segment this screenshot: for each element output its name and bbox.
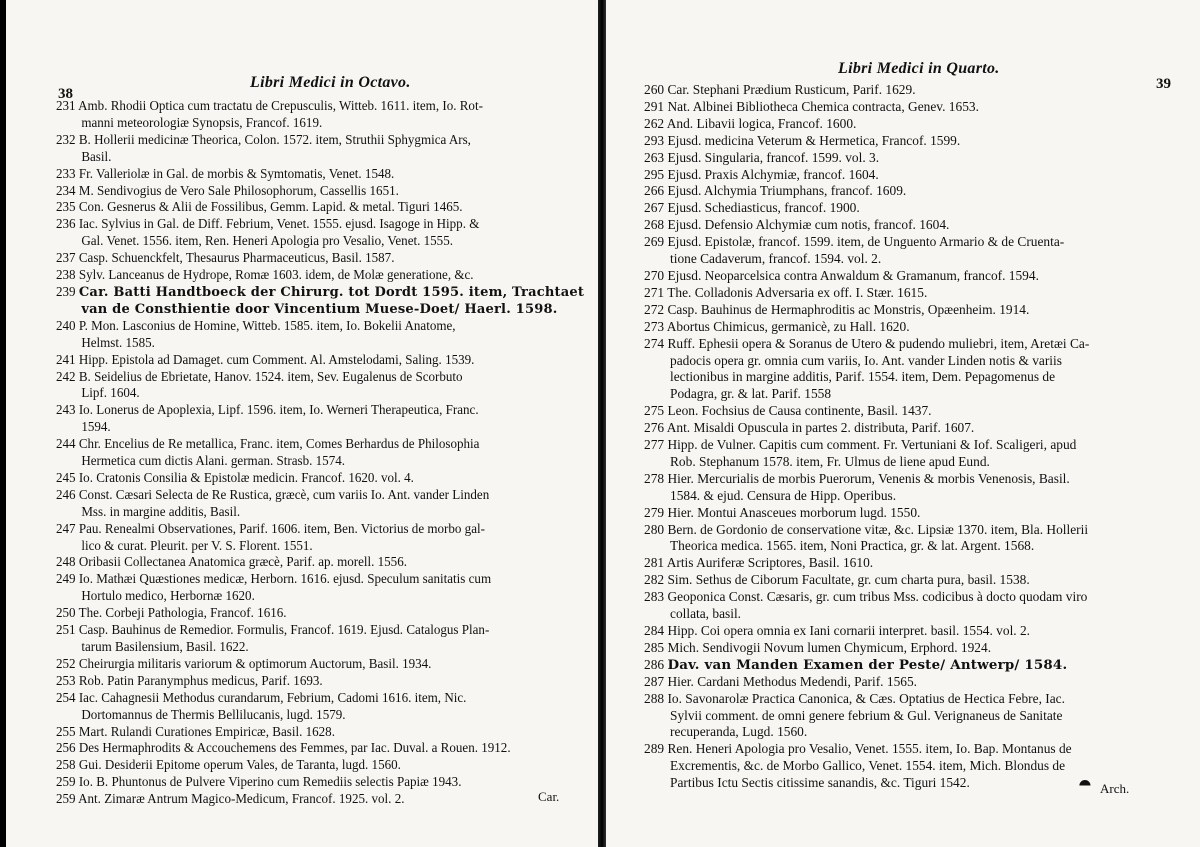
catalogue-entry xyxy=(56,521,584,555)
right-entry-list xyxy=(644,82,1089,792)
entry-continuation-line xyxy=(56,301,584,318)
entry-number: 244 xyxy=(56,436,76,452)
entry-text: Hipp. Coi opera omnia ex Iani cornarii interpret. basil. 1554. vol. 2. xyxy=(667,623,1031,638)
entry-first-line xyxy=(56,284,584,301)
entry-continuation-line xyxy=(56,385,584,402)
entry-continuation-line xyxy=(56,335,584,352)
catalogue-entry xyxy=(644,150,1089,167)
entry-continuation-line xyxy=(644,758,1089,775)
entry-text: Iac. Cahagnesii Methodus curandarum, Febrium, Cadomi 1616. item, Nic. xyxy=(78,689,467,705)
catalogue-entry xyxy=(56,470,584,487)
catalogue-entry xyxy=(644,589,1089,623)
entry-first-line xyxy=(56,571,584,588)
entry-number: 281 xyxy=(644,555,665,571)
catalogue-entry xyxy=(644,691,1089,742)
entry-text: van de Consthientie door Vincentium Muese-Doet/ Haerl. 1598. xyxy=(81,300,558,317)
entry-text: Dav. van Manden Examen der Peste/ Antwerp/ 1584. xyxy=(667,656,1068,673)
catchword-mark: ⯊ xyxy=(1079,779,1091,795)
entry-number: 247 xyxy=(56,520,76,536)
entry-text: Io. B. Phuntonus de Pulvere Viperino cum Remediis selectis Papiæ 1943. xyxy=(78,774,462,790)
catalogue-entry xyxy=(644,200,1089,217)
right-page xyxy=(606,0,1200,847)
entry-text: tarum Basilensium, Basil. 1622. xyxy=(81,639,249,654)
entry-number: 284 xyxy=(644,623,665,638)
entry-text: Cheirurgia militaris variorum & optimorum Auctorum, Basil. 1934. xyxy=(78,655,432,671)
catalogue-entry xyxy=(56,791,584,808)
entry-number: 277 xyxy=(644,437,665,453)
entry-first-line xyxy=(644,741,1089,758)
entry-number: 270 xyxy=(644,267,665,283)
catalogue-entry xyxy=(56,724,584,741)
entry-number: 254 xyxy=(56,689,76,705)
entry-text: Mart. Rulandi Curationes Empiricæ, Basil. 1628. xyxy=(78,723,335,739)
catalogue-entry xyxy=(644,285,1089,302)
entry-number: 258 xyxy=(56,757,76,773)
catalogue-entry xyxy=(56,622,584,656)
entry-text: lico & curat. Pleurit. per V. S. Florent. 1551. xyxy=(81,537,313,553)
entry-text: 1584. & ejud. Censura de Hipp. Operibus. xyxy=(670,487,897,503)
entry-number: 267 xyxy=(644,200,665,216)
entry-text: Io. Mathæi Quæstiones medicæ, Herborn. 1616. ejusd. Speculum sanitatis cum xyxy=(78,571,492,587)
entry-first-line xyxy=(56,487,584,504)
entry-number: 242 xyxy=(56,368,76,384)
catalogue-entry xyxy=(644,674,1089,691)
left-page-number: 38 xyxy=(58,86,73,102)
entry-number: 295 xyxy=(644,166,665,182)
entry-first-line xyxy=(644,420,1089,437)
entry-number: 262 xyxy=(644,115,665,131)
catalogue-entry xyxy=(56,690,584,724)
entry-continuation-line xyxy=(56,707,584,724)
entry-text: Nat. Albinei Bibliotheca Chemica contracta, Genev. 1653. xyxy=(667,98,979,114)
catalogue-entry xyxy=(644,572,1089,589)
entry-text: 1594. xyxy=(81,419,111,435)
entry-number: 274 xyxy=(644,335,665,351)
entry-text: Casp. Bauhinus de Remedior. Formulis, Francof. 1619. Ejusd. Catalogus Plan- xyxy=(78,622,490,638)
catalogue-entry xyxy=(56,132,584,166)
catalogue-entry xyxy=(644,302,1089,319)
catalogue-entry xyxy=(644,116,1089,133)
entry-first-line xyxy=(56,690,584,707)
entry-text: Ant. Zimaræ Antrum Magico-Medicum, Francof. 1925. vol. 2. xyxy=(78,791,405,807)
entry-number: 259 xyxy=(56,774,76,790)
entry-number: 236 xyxy=(56,216,76,232)
entry-number: 273 xyxy=(644,318,665,334)
catalogue-entry xyxy=(56,757,584,774)
left-page xyxy=(0,0,598,847)
entry-text: Sylvii comment. de omni genere febrium & Gul. Verignaneus de Sanitate xyxy=(670,707,1063,723)
entry-first-line xyxy=(56,791,584,808)
entry-text: Pau. Renealmi Observationes, Parif. 1606. item, Ben. Victorius de morbo gal- xyxy=(78,520,485,536)
catalogue-entry xyxy=(644,319,1089,336)
entry-first-line xyxy=(644,268,1089,285)
entry-number: 279 xyxy=(644,504,665,520)
entry-first-line xyxy=(56,267,584,284)
entry-first-line xyxy=(644,437,1089,454)
entry-continuation-line xyxy=(56,588,584,605)
entry-text: Partibus Ictu Sectis citissime sanandis, &c. Tiguri 1542. xyxy=(670,775,970,791)
entry-number: 260 xyxy=(644,82,665,97)
entry-text: Bern. de Gordonio de conservatione vitæ, &c. Lipsiæ 1370. item, Bla. Hollerii xyxy=(667,521,1089,537)
catalogue-entry xyxy=(56,284,584,318)
entry-number: 237 xyxy=(56,250,76,266)
entry-number: 243 xyxy=(56,402,76,418)
entry-number: 232 xyxy=(56,131,76,147)
entry-text: Ejusd. Schediasticus, francof. 1900. xyxy=(667,200,860,216)
entry-text: Hortulo medico, Herbornæ 1620. xyxy=(81,588,255,604)
catalogue-entry xyxy=(644,640,1089,657)
entry-number: 278 xyxy=(644,470,665,486)
left-catchword: Car. xyxy=(538,789,560,804)
entry-first-line xyxy=(56,352,584,369)
entry-text: lectionibus in margine additis, Parif. 1554. item, Dem. Pepagomenus de xyxy=(670,369,1056,385)
entry-first-line xyxy=(644,572,1089,589)
entry-text: Chr. Encelius de Re metallica, Franc. item, Comes Berhardus de Philosophia xyxy=(78,436,480,452)
entry-text: The. Colladonis Adversaria ex off. I. Stær. 1615. xyxy=(667,284,928,300)
entry-number: 240 xyxy=(56,317,76,333)
entry-text: Sylv. Lanceanus de Hydrope, Romæ 1603. idem, de Molæ generatione, &c. xyxy=(78,267,474,283)
entry-number: 241 xyxy=(56,351,76,367)
entry-number: 251 xyxy=(56,622,76,638)
entry-number: 285 xyxy=(644,639,665,655)
entry-text: Oribasii Collectanea Anatomica græcè, Parif. ap. morell. 1556. xyxy=(78,554,407,570)
entry-first-line xyxy=(644,302,1089,319)
entry-text: Hermetica cum dictis Alani. german. Strasb. 1574. xyxy=(81,453,346,469)
entry-text: Ruff. Ephesii opera & Soranus de Utero & pudendo muliebri, item, Aretæi Ca- xyxy=(667,335,1090,351)
entry-number: 248 xyxy=(56,554,76,570)
right-page-number: 39 xyxy=(1156,76,1171,92)
entry-text: The. Corbeji Pathologia, Francof. 1616. xyxy=(78,605,287,621)
entry-first-line xyxy=(644,336,1089,353)
entry-text: Ejusd. Singularia, francof. 1599. vol. 3. xyxy=(667,149,880,165)
entry-number: 263 xyxy=(644,149,665,165)
entry-text: Abortus Chimicus, germanicè, zu Hall. 1620. xyxy=(666,318,910,334)
entry-text: Hier. Montui Anasceues morborum lugd. 1550. xyxy=(667,504,921,520)
entry-number: 250 xyxy=(56,605,76,621)
entry-first-line xyxy=(644,522,1089,539)
entry-first-line xyxy=(644,99,1089,116)
entry-continuation-line xyxy=(644,488,1089,505)
entry-first-line xyxy=(644,234,1089,251)
catalogue-entry xyxy=(56,267,584,284)
entry-first-line xyxy=(644,471,1089,488)
entry-number: 253 xyxy=(56,672,76,688)
entry-first-line xyxy=(56,774,584,791)
entry-text: Car. Batti Handtboeck der Chirurg. tot Dordt 1595. item, Trachtaet xyxy=(78,283,585,300)
entry-text: B. Seidelius de Ebrietate, Hanov. 1524. item, Sev. Eugalenus de Scorbuto xyxy=(78,368,463,384)
entry-number: 282 xyxy=(644,572,665,588)
entry-first-line xyxy=(644,285,1089,302)
entry-text: B. Hollerii medicinæ Theorica, Colon. 1572. item, Struthii Sphygmica Ars, xyxy=(78,131,471,147)
entry-text: Leon. Fochsius de Causa continente, Basil. 1437. xyxy=(667,403,932,419)
catalogue-entry xyxy=(644,657,1089,674)
catalogue-entry xyxy=(56,318,584,352)
entry-text: Casp. Bauhinus de Hermaphroditis ac Monstris, Opæenheim. 1914. xyxy=(667,301,1030,317)
catalogue-entry xyxy=(644,471,1089,505)
entry-first-line xyxy=(644,116,1089,133)
catalogue-entry xyxy=(644,268,1089,285)
catalogue-entry xyxy=(644,99,1089,116)
entry-continuation-line xyxy=(644,724,1089,741)
entry-number: 245 xyxy=(56,469,76,485)
entry-continuation-line xyxy=(644,775,1089,792)
catalogue-entry xyxy=(644,82,1089,99)
entry-continuation-line xyxy=(644,251,1089,268)
entry-first-line xyxy=(644,589,1089,606)
catalogue-entry xyxy=(644,217,1089,234)
entry-text: Rob. Stephanum 1578. item, Fr. Ulmus de liene apud Eund. xyxy=(670,453,990,469)
entry-first-line xyxy=(644,167,1089,184)
entry-first-line xyxy=(644,555,1089,572)
entry-number: 288 xyxy=(644,690,665,706)
entry-continuation-line xyxy=(56,233,584,250)
entry-number: 269 xyxy=(644,234,665,250)
entry-number: 275 xyxy=(644,403,665,419)
entry-continuation-line xyxy=(644,386,1089,403)
catalogue-entry xyxy=(56,352,584,369)
entry-first-line xyxy=(56,622,584,639)
entry-text: Car. Stephani Prædium Rusticum, Parif. 1629. xyxy=(667,82,916,97)
catalogue-entry xyxy=(644,234,1089,268)
catalogue-entry xyxy=(56,250,584,267)
entry-text: Mss. in margine additis, Basil. xyxy=(81,503,241,519)
entry-number: 256 xyxy=(56,740,76,756)
entry-number: 293 xyxy=(644,132,665,148)
entry-first-line xyxy=(56,318,584,335)
catalogue-entry xyxy=(644,167,1089,184)
entry-first-line xyxy=(56,166,584,183)
right-catchword: Arch. xyxy=(1100,781,1130,796)
entry-text: Iac. Sylvius in Gal. de Diff. Febrium, Venet. 1555. ejusd. Isagoge in Hipp. & xyxy=(78,216,480,232)
catalogue-entry xyxy=(56,369,584,403)
entry-text: Io. Cratonis Consilia & Epistolæ medicin. Francof. 1620. vol. 4. xyxy=(78,469,414,485)
catalogue-entry xyxy=(56,436,584,470)
entry-text: Gui. Desiderii Epitome operum Vales, de Taranta, lugd. 1560. xyxy=(78,757,401,773)
entry-first-line xyxy=(644,82,1089,99)
entry-number: 268 xyxy=(644,217,665,233)
entry-text: Io. Lonerus de Apoplexia, Lipf. 1596. item, Io. Werneri Therapeutica, Franc. xyxy=(78,402,479,418)
entry-text: tione Cadaverum, francof. 1594. vol. 2. xyxy=(670,251,882,267)
entry-first-line xyxy=(644,319,1089,336)
entry-number: 280 xyxy=(644,521,665,537)
entry-first-line xyxy=(644,623,1089,640)
entry-text: Hipp. de Vulner. Capitis cum comment. Fr. Vertuniani & Iof. Scaligeri, apud xyxy=(667,437,1077,453)
entry-text: manni meteorologiæ Synopsis, Francof. 1619. xyxy=(81,114,323,130)
entry-first-line xyxy=(644,657,1089,674)
entry-first-line xyxy=(56,673,584,690)
catalogue-entry xyxy=(644,522,1089,556)
entry-text: Ejusd. Alchymia Triumphans, francof. 1609. xyxy=(667,183,907,199)
entry-number: 233 xyxy=(56,165,76,181)
entry-first-line xyxy=(644,183,1089,200)
entry-continuation-line xyxy=(644,708,1089,725)
entry-continuation-line xyxy=(56,639,584,656)
entry-continuation-line xyxy=(56,115,584,132)
entry-first-line xyxy=(56,369,584,386)
entry-number: 239 xyxy=(56,283,76,299)
catalogue-entry xyxy=(56,774,584,791)
catalogue-entry xyxy=(56,656,584,673)
book-gutter xyxy=(598,0,606,847)
catalogue-entry xyxy=(56,216,584,250)
entry-number: 276 xyxy=(644,420,665,436)
entry-first-line xyxy=(56,757,584,774)
entry-first-line xyxy=(56,132,584,149)
entry-text: collata, basil. xyxy=(670,606,742,622)
left-page-header: Libri Medici in Octavo. xyxy=(250,74,411,91)
entry-first-line xyxy=(644,674,1089,691)
catalogue-entry xyxy=(56,487,584,521)
entry-text: Des Hermaphrodits & Accouchemens des Femmes, par Iac. Duval. a Rouen. 1912. xyxy=(78,740,511,756)
entry-number: 272 xyxy=(644,301,665,317)
catalogue-entry xyxy=(56,98,584,132)
entry-text: Dortomannus de Thermis Bellilucanis, lugd. 1579. xyxy=(81,706,346,722)
entry-number: 252 xyxy=(56,655,76,671)
entry-text: Ren. Heneri Apologia pro Vesalio, Venet. 1555. item, Io. Bap. Montanus de xyxy=(667,741,1072,757)
entry-first-line xyxy=(644,200,1089,217)
entry-text: Artis Auriferæ Scriptores, Basil. 1610. xyxy=(666,555,874,571)
entry-text: Ejusd. medicina Veterum & Hermetica, Francof. 1599. xyxy=(667,132,961,148)
entry-text: Io. Savonarolæ Practica Canonica, & Cæs. Optatius de Hectica Febre, Iac. xyxy=(667,690,1065,706)
entry-text: padocis opera gr. omnia cum variis, Io. Ant. vander Linden notis & variis xyxy=(670,352,1062,368)
entry-continuation-line xyxy=(56,504,584,521)
entry-number: 266 xyxy=(644,183,665,199)
entry-first-line xyxy=(644,133,1089,150)
entry-text: Podagra, gr. & lat. Parif. 1558 xyxy=(670,386,832,402)
entry-text: Sim. Sethus de Ciborum Facultate, gr. cum charta pura, basil. 1538. xyxy=(667,572,1030,588)
catalogue-entry xyxy=(56,673,584,690)
entry-continuation-line xyxy=(644,369,1089,386)
entry-first-line xyxy=(56,470,584,487)
entry-continuation-line xyxy=(644,353,1089,370)
entry-first-line xyxy=(56,740,584,757)
entry-text: Casp. Schuenckfelt, Thesaurus Pharmaceuticus, Basil. 1587. xyxy=(78,250,395,266)
entry-text: Fr. Valleriolæ in Gal. de morbis & Symtomatis, Venet. 1548. xyxy=(78,165,395,181)
entry-continuation-line xyxy=(56,538,584,555)
entry-text: Mich. Sendivogii Novum lumen Chymicum, Erphord. 1924. xyxy=(667,639,992,655)
entry-first-line xyxy=(644,150,1089,167)
entry-number: 283 xyxy=(644,589,665,605)
entry-continuation-line xyxy=(56,149,584,166)
entry-text: Ant. Misaldi Opuscula in partes 2. distributa, Parif. 1607. xyxy=(666,420,975,436)
entry-first-line xyxy=(56,216,584,233)
catalogue-entry xyxy=(644,437,1089,471)
entry-text: Lipf. 1604. xyxy=(81,385,140,401)
entry-first-line xyxy=(56,250,584,267)
entry-first-line xyxy=(644,403,1089,420)
entry-number: 259 xyxy=(56,791,76,807)
entry-text: Ejusd. Praxis Alchymiæ, francof. 1604. xyxy=(667,166,879,182)
entry-text: Con. Gesnerus & Alii de Fossilibus, Gemm. Lapid. & metal. Tiguri 1465. xyxy=(78,199,463,215)
entry-text: Const. Cæsari Selecta de Re Rustica, græcè, cum variis Io. Ant. vander Linden xyxy=(78,486,490,502)
catalogue-entry xyxy=(644,403,1089,420)
catalogue-entry xyxy=(56,166,584,183)
catalogue-entry xyxy=(644,420,1089,437)
catalogue-entry xyxy=(644,505,1089,522)
entry-text: Ejusd. Defensio Alchymiæ cum notis, francof. 1604. xyxy=(667,217,950,233)
catalogue-entry xyxy=(56,605,584,622)
entry-first-line xyxy=(56,605,584,622)
entry-text: M. Sendivogius de Vero Sale Philosophorum, Cassellis 1651. xyxy=(78,182,399,198)
entry-first-line xyxy=(56,98,584,115)
entry-text: recuperanda, Lugd. 1560. xyxy=(670,724,808,740)
catalogue-entry xyxy=(56,402,584,436)
entry-number: 231 xyxy=(56,98,76,113)
entry-number: 289 xyxy=(644,741,665,757)
entry-first-line xyxy=(56,554,584,571)
entry-continuation-line xyxy=(644,538,1089,555)
entry-number: 238 xyxy=(56,267,76,283)
entry-text: Amb. Rhodii Optica cum tractatu de Crepusculis, Witteb. 1611. item, Io. Rot- xyxy=(78,98,483,113)
entry-number: 271 xyxy=(644,284,665,300)
entry-text: Ejusd. Epistolæ, francof. 1599. item, de Unguento Armario & de Cruenta- xyxy=(667,234,1065,250)
entry-text: Excrementis, &c. de Morbo Gallico, Venet. 1554. item, Mich. Blondus de xyxy=(670,758,1066,774)
entry-number: 246 xyxy=(56,486,76,502)
entry-first-line xyxy=(644,217,1089,234)
catalogue-entry xyxy=(644,741,1089,792)
entry-number: 286 xyxy=(644,656,665,672)
entry-number: 255 xyxy=(56,723,76,739)
entry-first-line xyxy=(56,199,584,216)
entry-number: 235 xyxy=(56,199,76,215)
catalogue-entry xyxy=(56,740,584,757)
entry-first-line xyxy=(56,402,584,419)
left-entry-list xyxy=(56,98,584,808)
catalogue-entry xyxy=(644,623,1089,640)
entry-text: Rob. Patin Paranymphus medicus, Parif. 1693. xyxy=(78,672,323,688)
entry-first-line xyxy=(56,724,584,741)
entry-number: 287 xyxy=(644,673,665,689)
catalogue-entry xyxy=(644,183,1089,200)
entry-text: Theorica medica. 1565. item, Noni Practica, gr. & lat. Argent. 1568. xyxy=(670,538,1035,554)
catalogue-entry xyxy=(56,571,584,605)
right-page-header: Libri Medici in Quarto. xyxy=(838,60,1000,77)
catalogue-entry xyxy=(56,183,584,200)
entry-text: Geoponica Const. Cæsaris, gr. cum tribus Mss. codicibus à docto quodam viro xyxy=(667,589,1088,605)
entry-first-line xyxy=(644,691,1089,708)
entry-first-line xyxy=(56,521,584,538)
entry-number: 234 xyxy=(56,182,76,198)
catalogue-entry xyxy=(644,133,1089,150)
entry-first-line xyxy=(56,656,584,673)
entry-text: Gal. Venet. 1556. item, Ren. Heneri Apologia pro Vesalio, Venet. 1555. xyxy=(81,233,453,249)
entry-first-line xyxy=(644,640,1089,657)
entry-text: Hier. Cardani Methodus Medendi, Parif. 1565. xyxy=(667,673,917,689)
entry-text: Ejusd. Neoparcelsica contra Anwaldum & Gramanum, francof. 1594. xyxy=(667,267,1039,283)
entry-text: P. Mon. Lasconius de Homine, Witteb. 1585. item, Io. Bokelii Anatome, xyxy=(78,317,456,333)
entry-text: And. Libavii logica, Francof. 1600. xyxy=(666,115,857,131)
entry-continuation-line xyxy=(644,606,1089,623)
entry-number: 291 xyxy=(644,98,665,114)
entry-continuation-line xyxy=(644,454,1089,471)
left-page-edge xyxy=(0,0,6,847)
entry-first-line xyxy=(644,505,1089,522)
entry-continuation-line xyxy=(56,453,584,470)
entry-first-line xyxy=(56,183,584,200)
entry-number: 249 xyxy=(56,571,76,587)
entry-text: Basil. xyxy=(81,148,112,164)
entry-text: Hipp. Epistola ad Damaget. cum Comment. Al. Amstelodami, Saling. 1539. xyxy=(78,351,475,367)
catalogue-entry xyxy=(56,554,584,571)
entry-text: Hier. Mercurialis de morbis Puerorum, Venenis & morbis Venenosis, Basil. xyxy=(667,470,1070,486)
catalogue-entry xyxy=(644,336,1089,404)
entry-text: Helmst. 1585. xyxy=(81,334,155,350)
entry-continuation-line xyxy=(56,419,584,436)
catalogue-entry xyxy=(644,555,1089,572)
entry-first-line xyxy=(56,436,584,453)
catalogue-entry xyxy=(56,199,584,216)
